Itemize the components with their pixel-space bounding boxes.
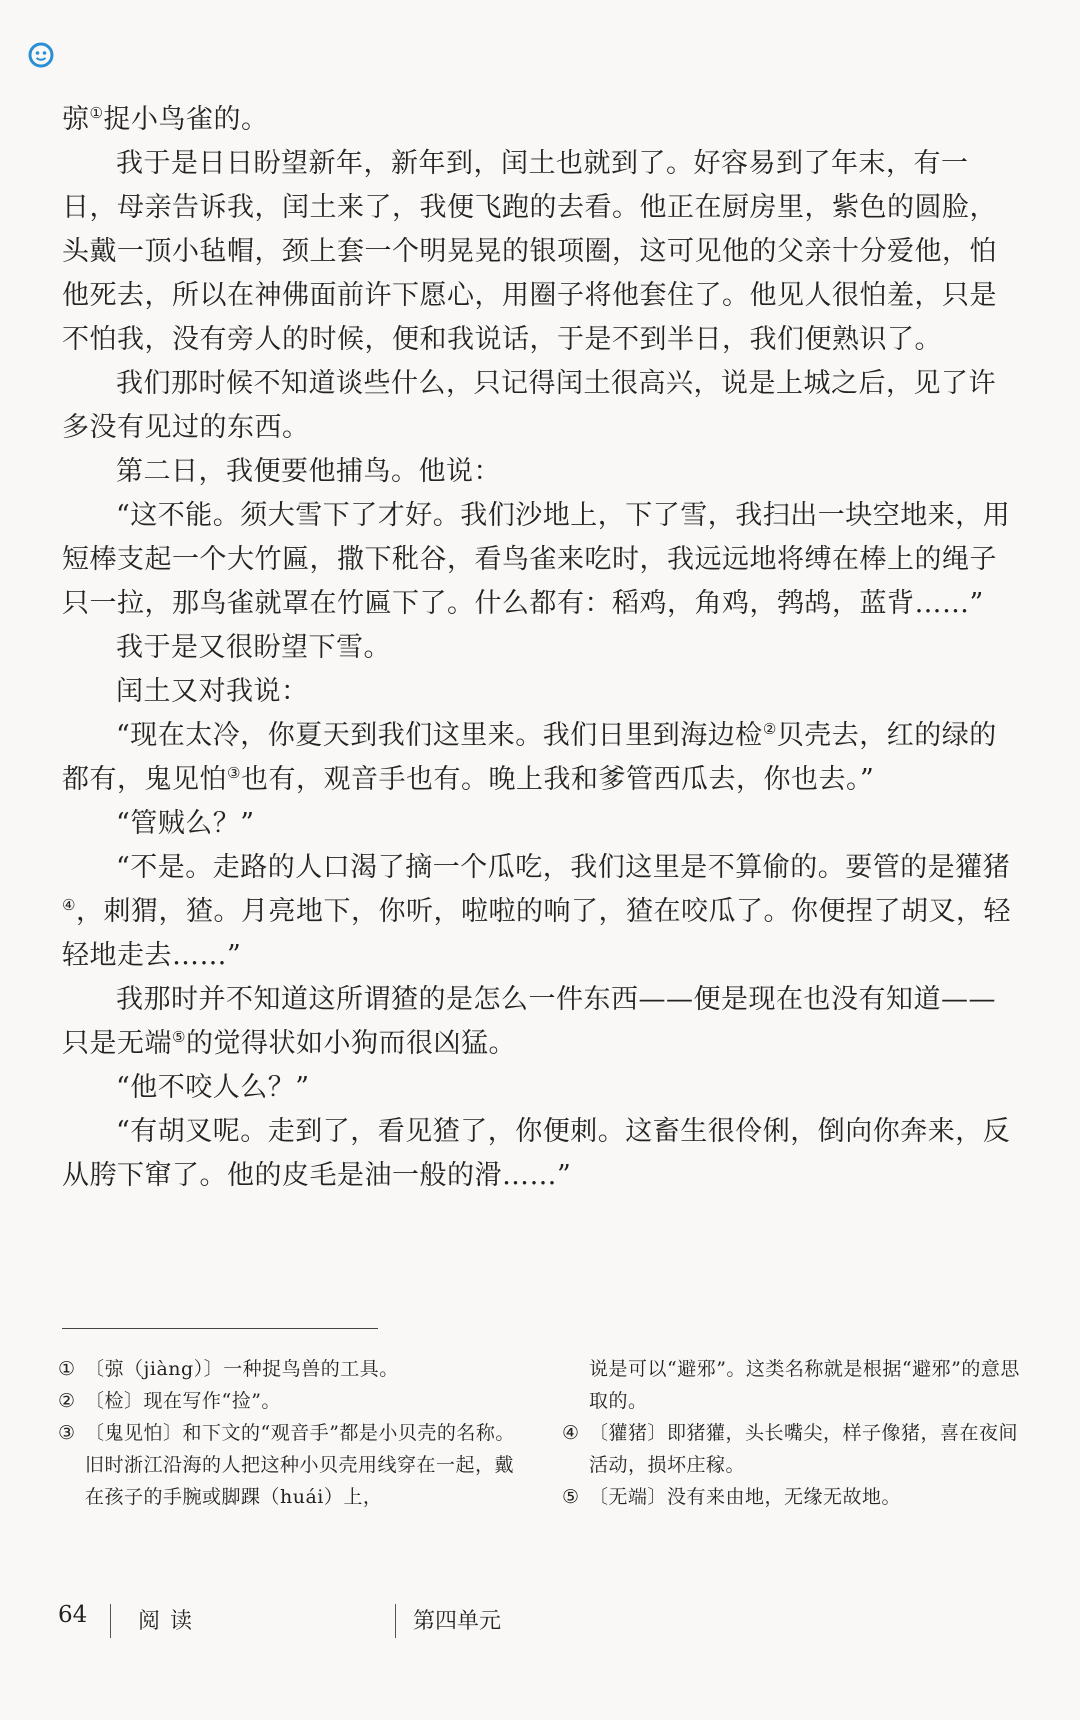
paragraph: 弶①捉小鸟雀的。 (62, 104, 269, 135)
footnotes-right (562, 1353, 1022, 1513)
page-number: 64 (58, 1602, 88, 1628)
footnote-ref: ① (89, 104, 104, 122)
footnote-divider (62, 1328, 378, 1329)
main-text (62, 98, 1022, 1198)
paragraph: 闰土又对我说： (116, 676, 309, 707)
paragraph: “他不咬人么？” (116, 1072, 310, 1103)
smiley-icon (28, 42, 54, 68)
footnote: ② 〔检〕现在写作“捡”。 (58, 1390, 281, 1412)
paragraph: 我们那时候不知道谈些什么，只记得闰土很高兴，说是上城之后，见了许多没有见过的东西。 (62, 368, 996, 443)
section-label: 阅读 (138, 1609, 203, 1634)
paragraph: 我于是日日盼望新年，新年到，闰土也就到了。好容易到了年末，有一日，母亲告诉我，闰土来了，我便飞跑的去看。他正在厨房里，紫色的圆脸，头戴一顶小毡帽，颈上套一个明晃晃的银项圈，这可见他的父亲十分爱他，怕他死去，所以在神佛面前许下愿心，用圈子将他套住了。他见人很怕羞，只是不怕我，没有旁人的时候，便和我说话，于是不到半日，我们便熟识了。 (62, 148, 997, 355)
paragraph: 第二日，我便要他捕鸟。他说： (116, 456, 501, 487)
footnote-ref: ③ (227, 764, 241, 782)
paragraph: “管贼么？” (116, 808, 255, 839)
page-footer (58, 1602, 1018, 1642)
paragraph: “不是。走路的人口渴了摘一个瓜吃，我们这里是不算偷的。要管的是獾猪④，刺猬，猹。月亮地下，你听，啦啦的响了，猹在咬瓜了。你便捏了胡叉，轻轻地走去……” (62, 852, 1011, 971)
paragraph: “现在太冷，你夏天到我们这里来。我们日里到海边检②贝壳去，红的绿的都有，鬼见怕③也有，观音手也有。晚上我和爹管西瓜去，你也去。” (62, 720, 997, 795)
footnote-ref: ⑤ (172, 1028, 186, 1046)
paragraph: 我那时并不知道这所谓猹的是怎么一件东西——便是现在也没有知道——只是无端⑤的觉得状如小狗而很凶猛。 (62, 984, 996, 1059)
paragraph: 我于是又很盼望下雪。 (116, 632, 391, 663)
footnote-ref: ② (762, 720, 777, 738)
footnote: ① 〔弶（jiàng）〕一种捉鸟兽的工具。 (58, 1358, 399, 1380)
footer-divider (395, 1604, 396, 1638)
paragraph: “这不能。须大雪下了才好。我们沙地上，下了雪，我扫出一块空地来，用短棒支起一个大竹匾，撒下秕谷，看鸟雀来吃时，我远远地将缚在棒上的绳子只一拉，那鸟雀就罩在竹匾下了。什么都有：稻鸡，角鸡，鹁鸪，蓝背……” (62, 500, 1011, 619)
footnote-continuation: 说是可以“避邪”。这类名称就是根据“避邪”的意思取的。 (589, 1358, 1020, 1412)
footnote: ③ 〔鬼见怕〕和下文的“观音手”都是小贝壳的名称。旧时浙江沿海的人把这种小贝壳用线穿在一起，戴在孩子的手腕或脚踝（huái）上， (58, 1422, 515, 1508)
paragraph: “有胡叉呢。走到了，看见猹了，你便刺。这畜生很伶俐，倒向你奔来，反从胯下窜了。他的皮毛是油一般的滑……” (62, 1116, 1011, 1191)
unit-label: 第四单元 (413, 1609, 502, 1634)
footnote: ⑤ 〔无端〕没有来由地，无缘无故地。 (562, 1486, 902, 1508)
footnote: ④ 〔獾猪〕即猪獾，头长嘴尖，样子像猪，喜在夜间活动，损坏庄稼。 (562, 1422, 1019, 1476)
footer-divider (110, 1604, 111, 1638)
footnotes-left (58, 1353, 518, 1513)
footnote-ref: ④ (62, 896, 76, 914)
